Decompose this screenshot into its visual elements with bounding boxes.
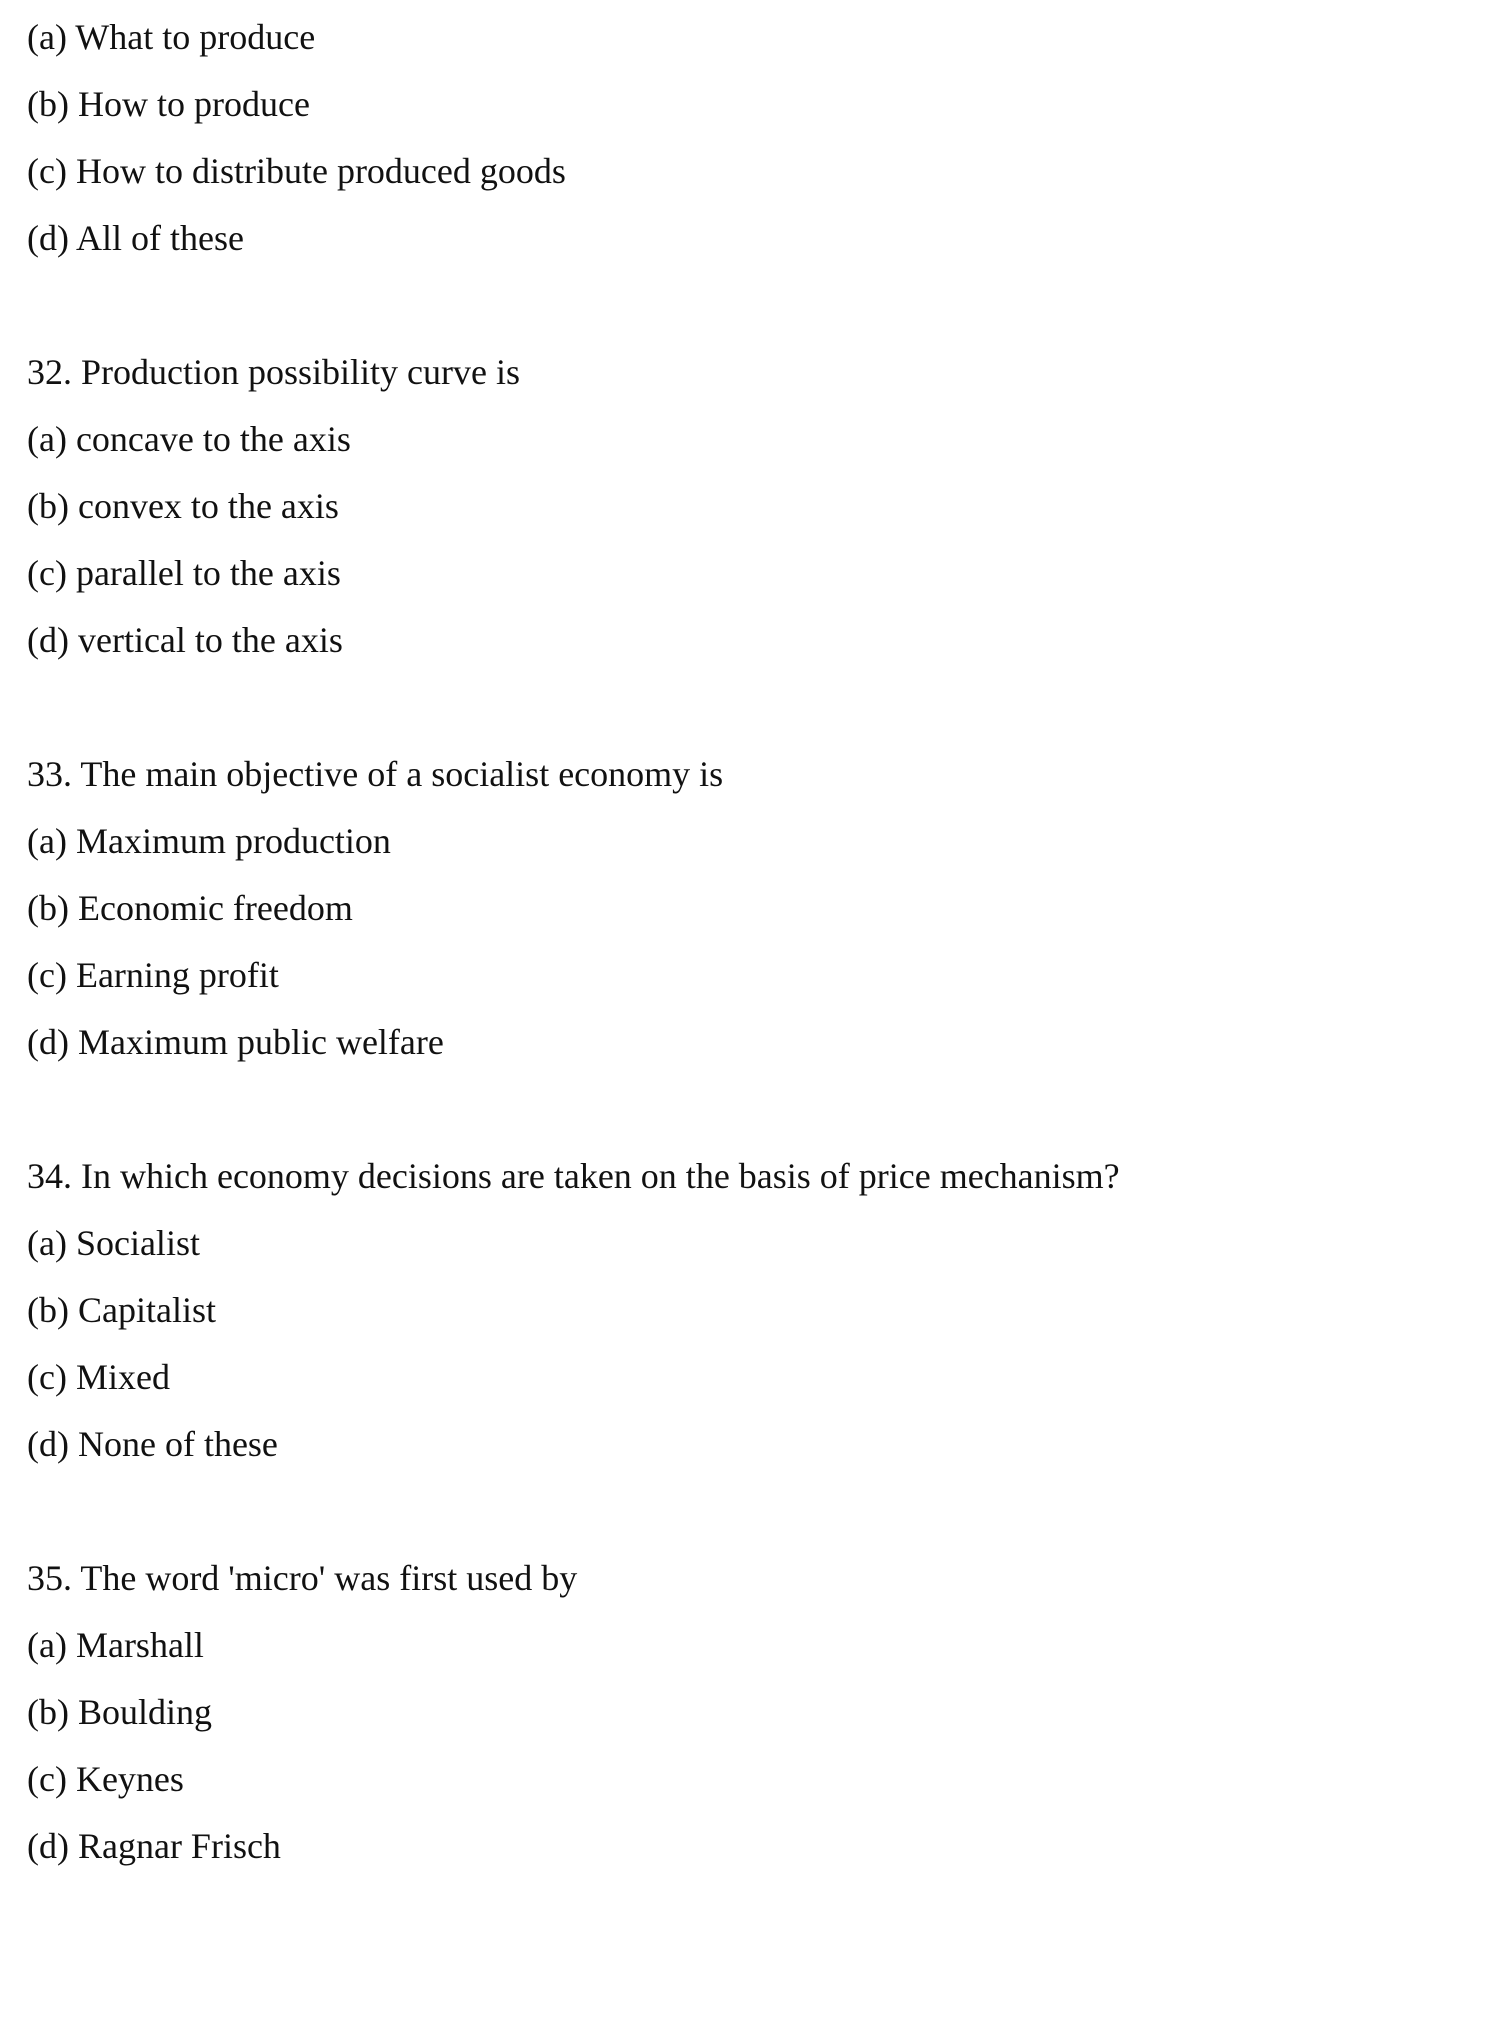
option-a: (a) concave to the axis	[27, 419, 351, 459]
option-c: (c) Keynes	[27, 1759, 184, 1799]
blank-line	[0, 674, 1505, 741]
option-b: (b) Economic freedom	[27, 888, 353, 928]
option-c: (c) parallel to the axis	[27, 553, 341, 593]
option-a: (a) Marshall	[27, 1625, 204, 1665]
blank-line	[0, 1076, 1505, 1143]
question-text: 35. The word 'micro' was first used by	[27, 1558, 578, 1598]
option-c: (c) Earning profit	[27, 955, 279, 995]
option-a: (a) Maximum production	[27, 821, 391, 861]
option-c: (c) Mixed	[27, 1357, 170, 1397]
option-a: (a) Socialist	[27, 1223, 200, 1263]
question-text: 32. Production possibility curve is	[27, 352, 520, 392]
question-text: 33. The main objective of a socialist economy is	[27, 754, 724, 794]
blank-line	[0, 1478, 1505, 1545]
question-31-options	[0, 4, 1505, 272]
option-d: (d) All of these	[27, 218, 244, 258]
option-d: (d) Maximum public welfare	[27, 1022, 444, 1062]
option-b: (b) How to produce	[27, 84, 310, 124]
question-32	[0, 339, 1505, 674]
question-text: 34. In which economy decisions are taken on the basis of price mechanism?	[27, 1156, 1120, 1196]
option-d: (d) vertical to the axis	[27, 620, 343, 660]
option-d: (d) Ragnar Frisch	[27, 1826, 281, 1866]
blank-line	[0, 272, 1505, 339]
option-b: (b) Boulding	[27, 1692, 212, 1732]
option-b: (b) Capitalist	[27, 1290, 216, 1330]
option-d: (d) None of these	[27, 1424, 278, 1464]
option-b: (b) convex to the axis	[27, 486, 339, 526]
question-34	[0, 1143, 1505, 1478]
option-a: (a) What to produce	[27, 17, 316, 57]
question-33	[0, 741, 1505, 1076]
option-c: (c) How to distribute produced goods	[27, 151, 566, 191]
question-35	[0, 1545, 1505, 1880]
